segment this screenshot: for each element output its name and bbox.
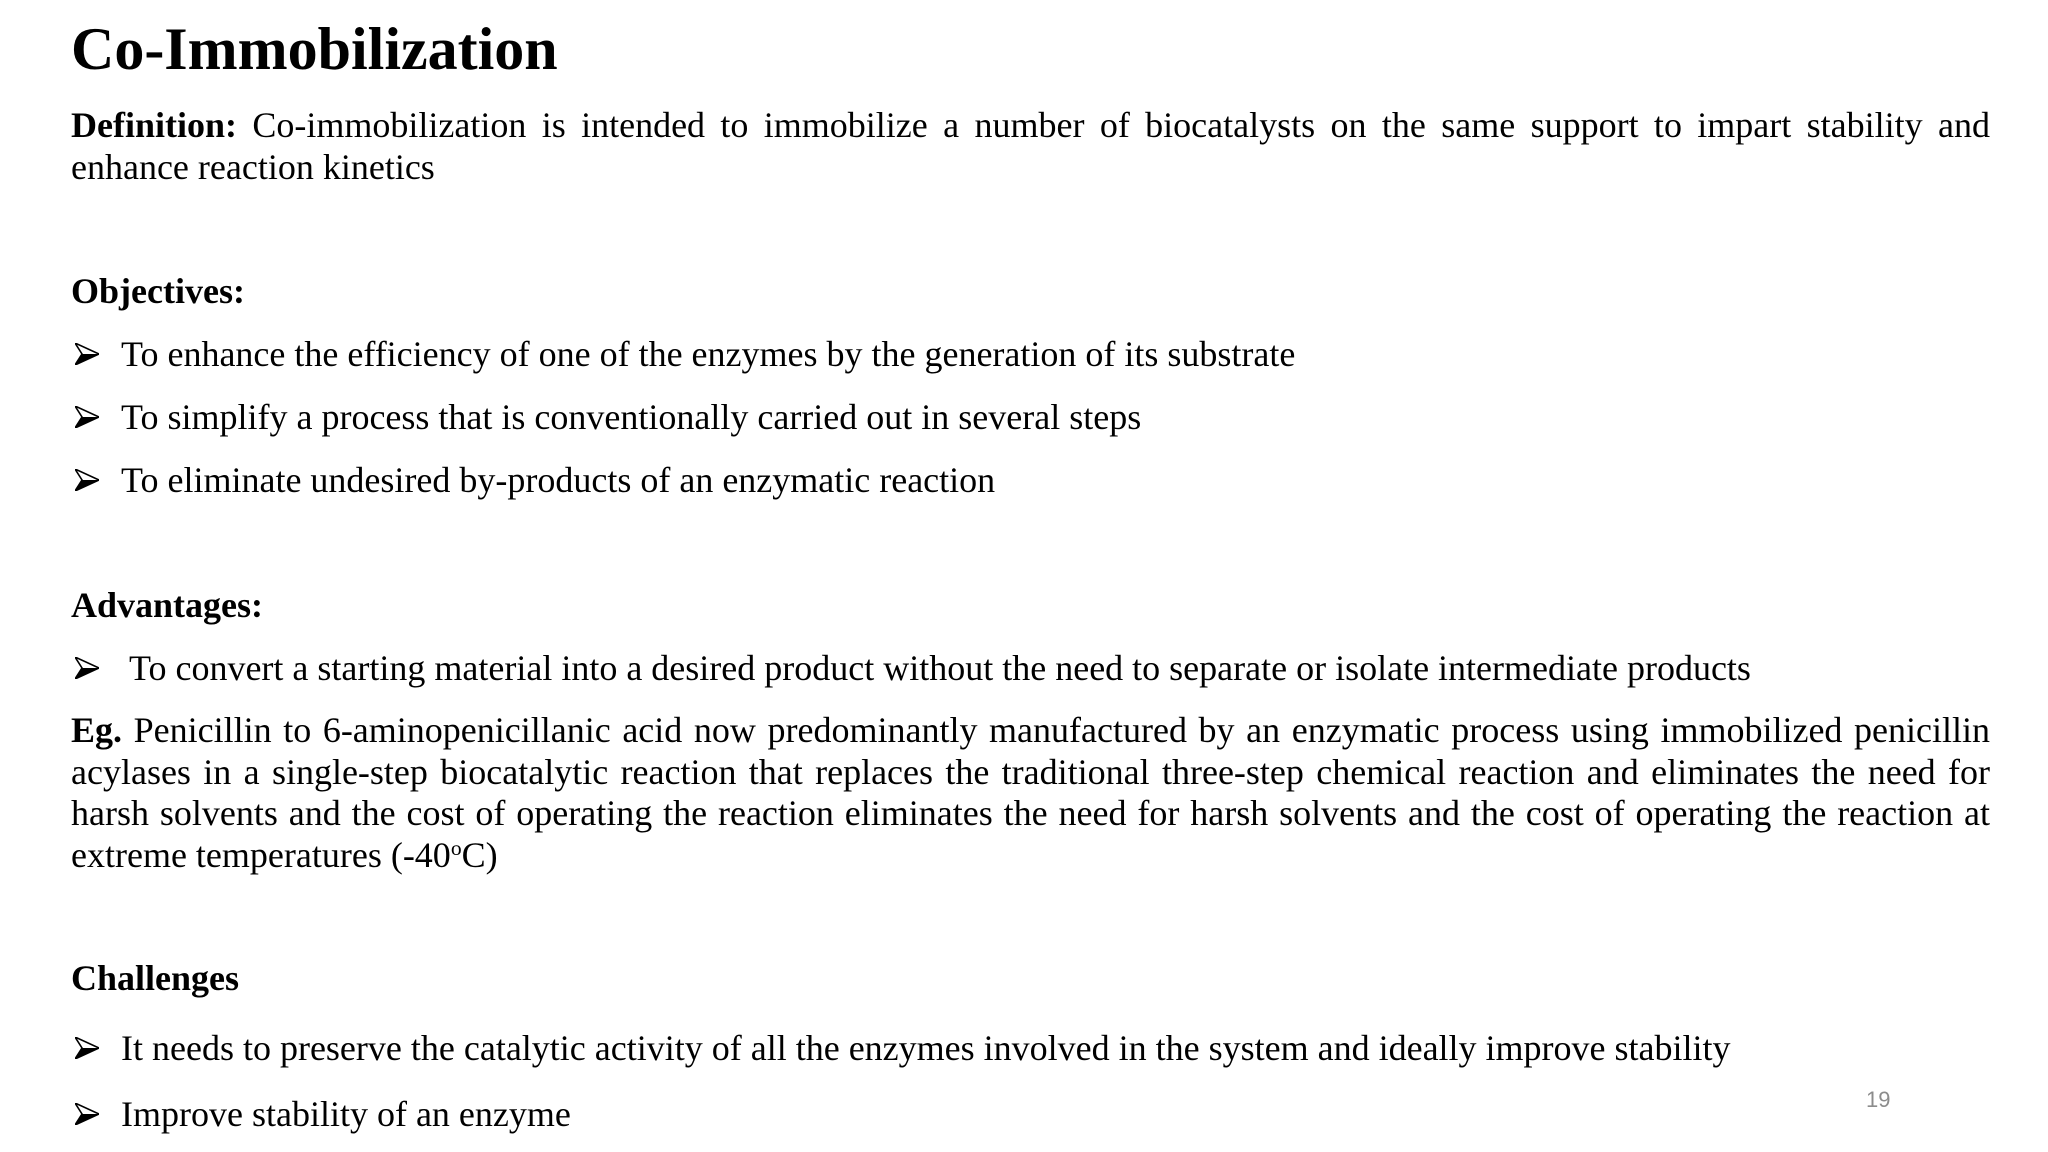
objective-item: [75, 459, 1975, 501]
challenge-item: [75, 1093, 1775, 1135]
advantage-item-text: To convert a starting material into a desired product without the need to separate or isolate intermediate products: [129, 648, 1751, 688]
objective-item: [75, 333, 1975, 375]
objective-item: [75, 396, 1975, 438]
definition-text: Co-immobilization is intended to immobilize a number of biocatalysts on the same support to impart stability and enhance reaction kinetics: [71, 105, 1990, 187]
arrowhead-bullet-icon: [75, 1027, 99, 1069]
example-label: Eg.: [71, 710, 123, 750]
challenges-heading: Challenges: [71, 958, 240, 998]
arrowhead-bullet-icon: [75, 396, 99, 438]
advantages-heading: Advantages:: [71, 585, 264, 625]
example-text: Penicillin to 6-aminopenicillanic acid now predominantly manufactured by an enzymatic process using immobilized penicillin acylases in a single-step biocatalytic reaction that replaces the traditional three-step chemical reaction and eliminates the need for harsh solvents and the cost of operating the reaction eliminates the need for harsh solvents and the cost of operating the reaction at extreme temperatures (-40: [71, 710, 1990, 875]
challenge-item-text: It needs to preserve the catalytic activity of all the enzymes involved in the system and ideally improve stability: [121, 1028, 1731, 1068]
challenge-item-text: Improve stability of an enzyme: [121, 1094, 571, 1134]
example-paragraph: [71, 710, 1990, 876]
arrowhead-bullet-icon: [75, 1093, 99, 1135]
arrowhead-bullet-icon: [75, 333, 99, 375]
page-number: 19: [1866, 1087, 1891, 1112]
slide-title: Co-Immobilization: [71, 16, 558, 82]
definition-label: Definition:: [71, 105, 237, 145]
objectives-heading: Objectives:: [71, 271, 245, 311]
arrowhead-bullet-icon: [75, 647, 99, 689]
challenge-item: [75, 1027, 1975, 1069]
arrowhead-bullet-icon: [75, 459, 99, 501]
definition-paragraph: [71, 105, 1990, 188]
objective-item-text: To eliminate undesired by-products of an enzymatic reaction: [121, 460, 996, 500]
degree-superscript: o: [450, 835, 462, 860]
objective-item-text: To enhance the efficiency of one of the enzymes by the generation of its substrate: [121, 334, 1296, 374]
example-suffix: C): [461, 834, 498, 875]
objective-item-text: To simplify a process that is conventionally carried out in several steps: [121, 397, 1142, 437]
advantage-item: [75, 647, 1975, 689]
